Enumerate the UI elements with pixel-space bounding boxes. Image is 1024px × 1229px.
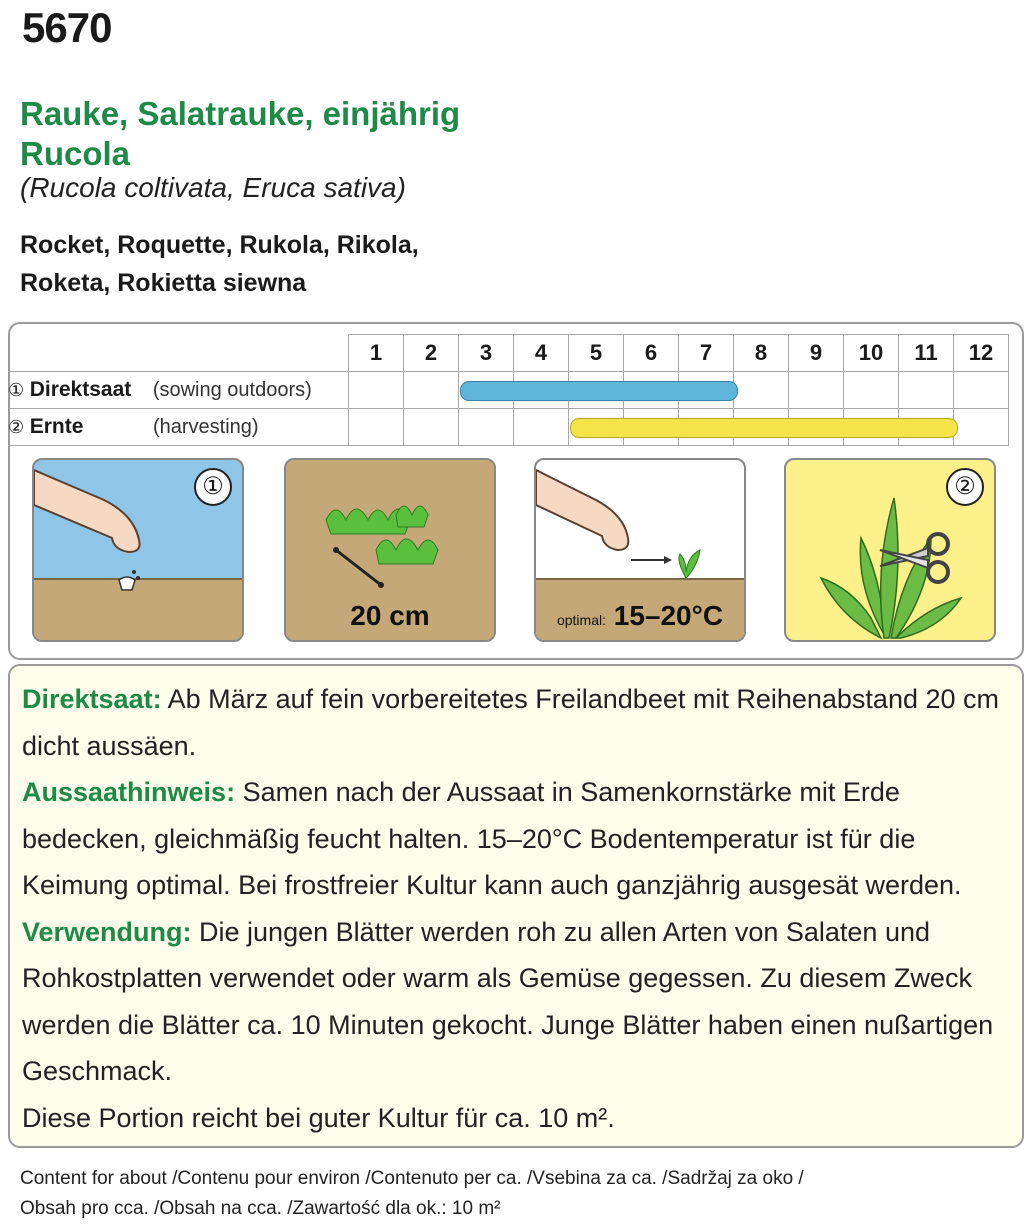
harvest-period-bar [570, 418, 958, 438]
row-spacing-illustration [284, 458, 496, 642]
month-5: 5 [569, 335, 624, 372]
sowing-number: ① [8, 380, 25, 400]
month-10: 10 [844, 335, 899, 372]
month-header-row [8, 335, 1009, 372]
month-4: 4 [514, 335, 569, 372]
temperature-range: 15–20°C [613, 600, 724, 631]
direktsaat-text: Ab März auf fein vorbereitetes Freilandbeet mit Reihenabstand 20 cm dicht aussäen. [22, 684, 1000, 761]
content-footer [20, 1164, 804, 1224]
names-line-1: Rocket, Roquette, Rukola, Rikola, [20, 231, 419, 259]
hinweis-text: Samen nach der Aussaat in Samenkornstärke mit Erde bedecken, gleichmäßig feucht halten. 15–20°C Bodentemperatur ist für die Keimung optimal. Bei frostfreier Kultur kann auch ganzjährig ausgesät werden. [22, 777, 962, 900]
title-line-2: Rucola [20, 135, 131, 172]
common-names [20, 226, 419, 302]
sowing-row-label [8, 372, 349, 409]
sowing-label-en: (sowing outdoors) [152, 379, 312, 401]
latin-name: (Rucola coltivata, Eruca sativa) [20, 172, 406, 203]
hinweis-paragraph [22, 769, 1012, 909]
step-2-badge: ② [946, 468, 984, 506]
month-3: 3 [459, 335, 514, 372]
direktsaat-keyword: Direktsaat: [22, 684, 162, 714]
harvest-number: ② [8, 417, 25, 437]
step-1-badge: ① [194, 468, 232, 506]
month-9: 9 [789, 335, 844, 372]
hinweis-keyword: Aussaathinweis: [22, 777, 236, 807]
month-6: 6 [624, 335, 679, 372]
harvest-label-en: (harvesting) [152, 416, 259, 438]
footer-line-1: Content for about /Contenu pour environ /Contenuto per ca. /Vsebina za ca. /Sadržaj za oko / [20, 1168, 804, 1189]
direktsaat-paragraph [22, 676, 1012, 769]
harvest-label: Ernte [29, 415, 84, 438]
title-line-1: Rauke, Salatrauke, einjährig [20, 95, 461, 132]
product-title [20, 94, 460, 174]
portion-paragraph: Diese Portion reicht bei guter Kultur für ca. 10 m². [22, 1102, 615, 1133]
month-12: 12 [954, 335, 1009, 372]
verwendung-paragraph [22, 909, 1012, 1095]
article-number: 5670 [22, 4, 112, 51]
header-spacer [8, 335, 349, 372]
description-box [8, 664, 1024, 1148]
harvest-illustration [784, 458, 996, 642]
verwendung-text: Die jungen Blätter werden roh zu allen Arten von Salaten und Rohkostplatten verwendet oder warm als Gemüse gegessen. Zu diesem Zweck werden die Blätter ca. 10 Minuten gekocht. Junge Blätter haben einen nußartigen Geschmack. [22, 916, 994, 1086]
description-text [22, 676, 1012, 1141]
harvest-row-label [8, 409, 349, 446]
optimal-label: optimal: [556, 612, 606, 628]
month-2: 2 [404, 335, 459, 372]
footer-line-2: Obsah pro cca. /Obsah na cca. /Zawartość dla ok.: 10 m² [20, 1198, 501, 1219]
scissors-icon [876, 528, 956, 588]
month-11: 11 [899, 335, 954, 372]
month-1: 1 [349, 335, 404, 372]
germination-illustration [534, 458, 746, 642]
names-line-2: Roketa, Rokietta siewna [20, 269, 307, 297]
sowing-label: Direktsaat [29, 378, 132, 401]
sowing-period-bar [460, 381, 738, 401]
germination-temp-label [536, 600, 744, 632]
month-7: 7 [679, 335, 734, 372]
row-spacing-label: 20 cm [350, 600, 430, 631]
verwendung-keyword: Verwendung: [22, 916, 192, 947]
sowing-illustration [32, 458, 244, 642]
month-8: 8 [734, 335, 789, 372]
